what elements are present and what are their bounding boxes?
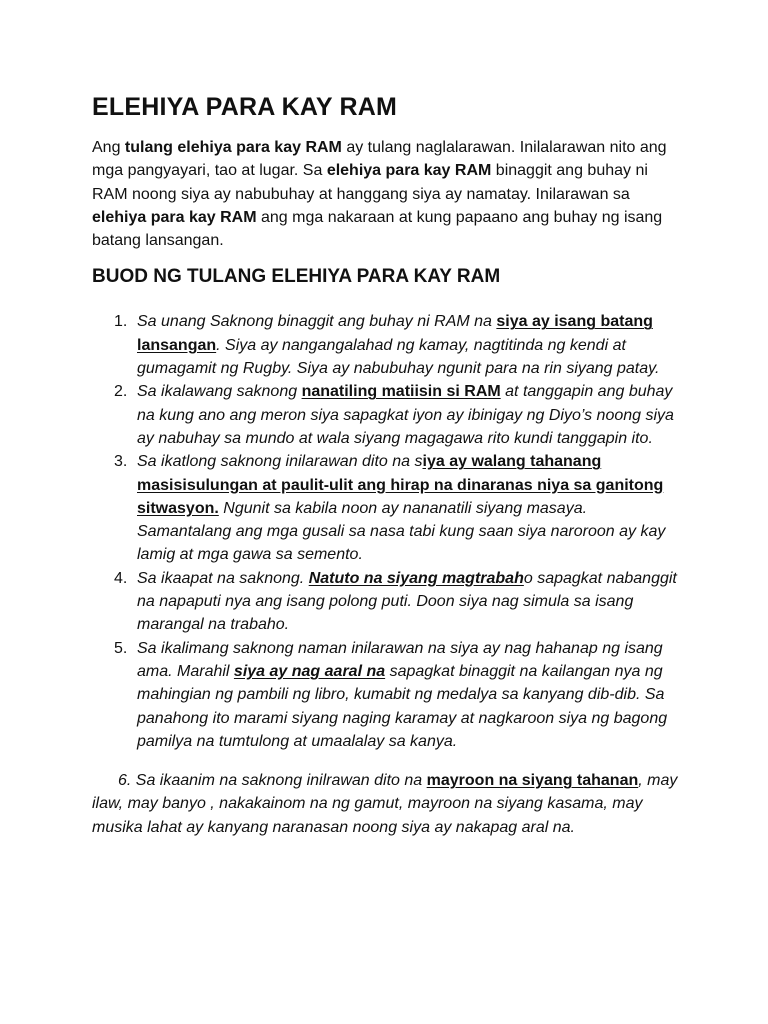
item-text: Sa ikalimang saknong naman inilarawan na siya ay nag hahanap ng isang ama. Marahil xyxy=(137,639,663,680)
highlighted-phrase: Natuto na siyang magtrabah xyxy=(308,569,524,587)
item-text: at tanggapin ang buhay na kung ano ang meron siya sapagkat iyon ay ibinigay ng Diyo’s noong siya ay nabuhay sa mundo at wala siyang magagawa rito kundi tanggapin ito. xyxy=(137,383,674,447)
summary-item xyxy=(114,567,682,637)
summary-item xyxy=(114,450,682,566)
item-text: Sa ikaapat na saknong. xyxy=(137,569,309,587)
document-page xyxy=(92,92,682,839)
intro-text: binaggit ang buhay ni RAM noong siya ay nabubuhay at hanggang siya ay namatay. Inilarawan sa xyxy=(92,162,648,203)
item-text: Sa ikalawang saknong xyxy=(137,383,302,401)
intro-bold-term: elehiya para kay RAM xyxy=(92,208,257,226)
item-text: Sa ikatlong saknong inilarawan dito na s xyxy=(137,453,423,471)
item-text: sapagkat binaggit na kailangan nya ng mahingian ng pambili ng libro, kumabit ng medalya sa kanyang dib-dib. Sa panahong ito marami siyang naging karamay at nagkaroon siya ng bagong pamilya na tumtulong at umaalalay sa kanya. xyxy=(137,662,668,750)
item-text: Ngunit sa kabila noon ay nananatili siyang masaya. Samantalang ang mga gusali sa nasa tabi kung saan siya naroroon ay kay lamig at mga gawa sa semento. xyxy=(137,499,666,564)
item-number: 2. xyxy=(114,383,128,401)
highlighted-phrase: iya ay walang tahanang masisisulungan at paulit-ulit ang hirap na dinaranas niya sa ganitong sitwasyon. xyxy=(137,453,664,517)
highlighted-phrase: mayroon na siyang tahanan xyxy=(426,772,639,790)
closing-paragraph xyxy=(92,769,682,839)
highlighted-phrase: siya ay isang batang lansangan xyxy=(137,313,653,354)
closing-text: , may ilaw, may banyo , nakakainom na ng gamut, mayroon na siyang kasama, may musika lahat ay kanyang naranasan noong siya ay nakapag aral na. xyxy=(92,772,678,836)
intro-text: ay tulang naglalarawan. Inilalarawan nito ang mga pangyayari, tao at lugar. Sa xyxy=(92,139,667,180)
intro-text: ang mga nakaraan at kung papaano ang buhay ng isang batang lansangan. xyxy=(92,208,663,250)
item-text: . Siya ay nangangalahad ng kamay, nagtitinda ng kendi at gumagamit ng Rugby. Siya ay nabubuhay ngunit para na rin siyang patay. xyxy=(137,336,660,378)
item-number: 5. xyxy=(114,639,128,657)
document-title: ELEHIYA PARA KAY RAM xyxy=(92,93,397,121)
intro-bold-term: elehiya para kay RAM xyxy=(326,162,492,180)
item-text: Sa unang Saknong binaggit ang buhay ni RAM na xyxy=(137,313,497,331)
summary-heading: BUOD NG TULANG ELEHIYA PARA KAY RAM xyxy=(92,266,501,288)
summary-item xyxy=(114,310,682,380)
item-number: 4. xyxy=(114,569,128,587)
summary-list xyxy=(92,310,682,753)
item-text: o sapagkat nabanggit na napaputi nya ang isang polong puti. Doon siya nag simula sa isang marangal na trabaho. xyxy=(137,569,677,634)
summary-item xyxy=(114,637,682,753)
item-number: 1. xyxy=(114,313,128,331)
item-number: 3. xyxy=(114,453,128,471)
intro-paragraph xyxy=(92,136,682,252)
highlighted-phrase: nanatiling matiisin si RAM xyxy=(301,383,501,401)
summary-item xyxy=(114,380,682,450)
intro-text: Ang xyxy=(92,139,125,156)
highlighted-phrase: siya ay nag aaral na xyxy=(233,662,386,680)
intro-bold-term: tulang elehiya para kay RAM xyxy=(124,139,342,156)
closing-text: 6. Sa ikaanim na saknong inilrawan dito na xyxy=(118,772,427,790)
